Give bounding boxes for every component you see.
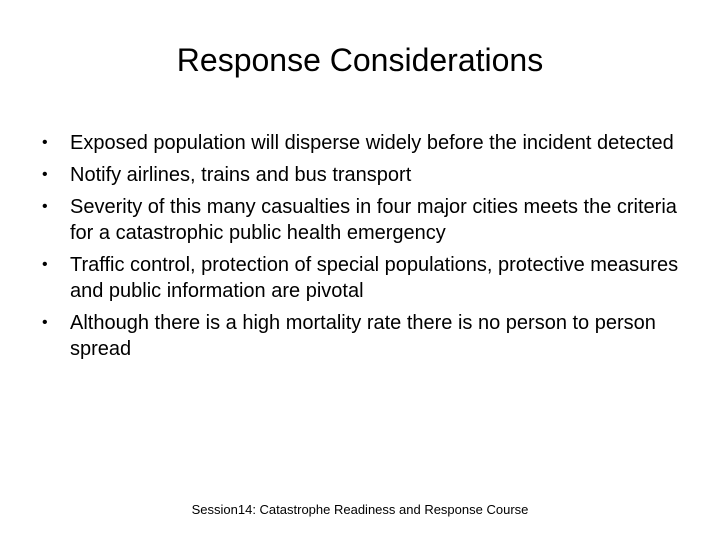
bullet-text: Severity of this many casualties in four major cities meets the criteria for a catastrophic public health emergency: [70, 196, 677, 244]
bullet-dot-icon: •: [42, 166, 48, 183]
bullet-item: [42, 194, 692, 246]
slide-title: Response Considerations: [176, 42, 544, 78]
bullet-text: Traffic control, protection of special populations, protective measures and public information are pivotal: [70, 254, 679, 302]
bullet-dot-icon: •: [42, 134, 48, 151]
bullet-item: [42, 162, 692, 188]
bullet-dot-icon: •: [42, 314, 48, 331]
bullet-item: [42, 130, 692, 156]
bullet-text: Although there is a high mortality rate there is no person to person spread: [70, 312, 656, 360]
bullet-item: [42, 252, 692, 304]
bullet-text: Notify airlines, trains and bus transport: [70, 164, 412, 186]
bullet-list: [42, 130, 692, 368]
slide-footer: Session14: Catastrophe Readiness and Response Course: [191, 502, 529, 517]
bullet-item: [42, 310, 692, 362]
bullet-dot-icon: •: [42, 256, 48, 273]
bullet-dot-icon: •: [42, 198, 48, 215]
bullet-text: Exposed population will disperse widely before the incident detected: [70, 132, 674, 154]
